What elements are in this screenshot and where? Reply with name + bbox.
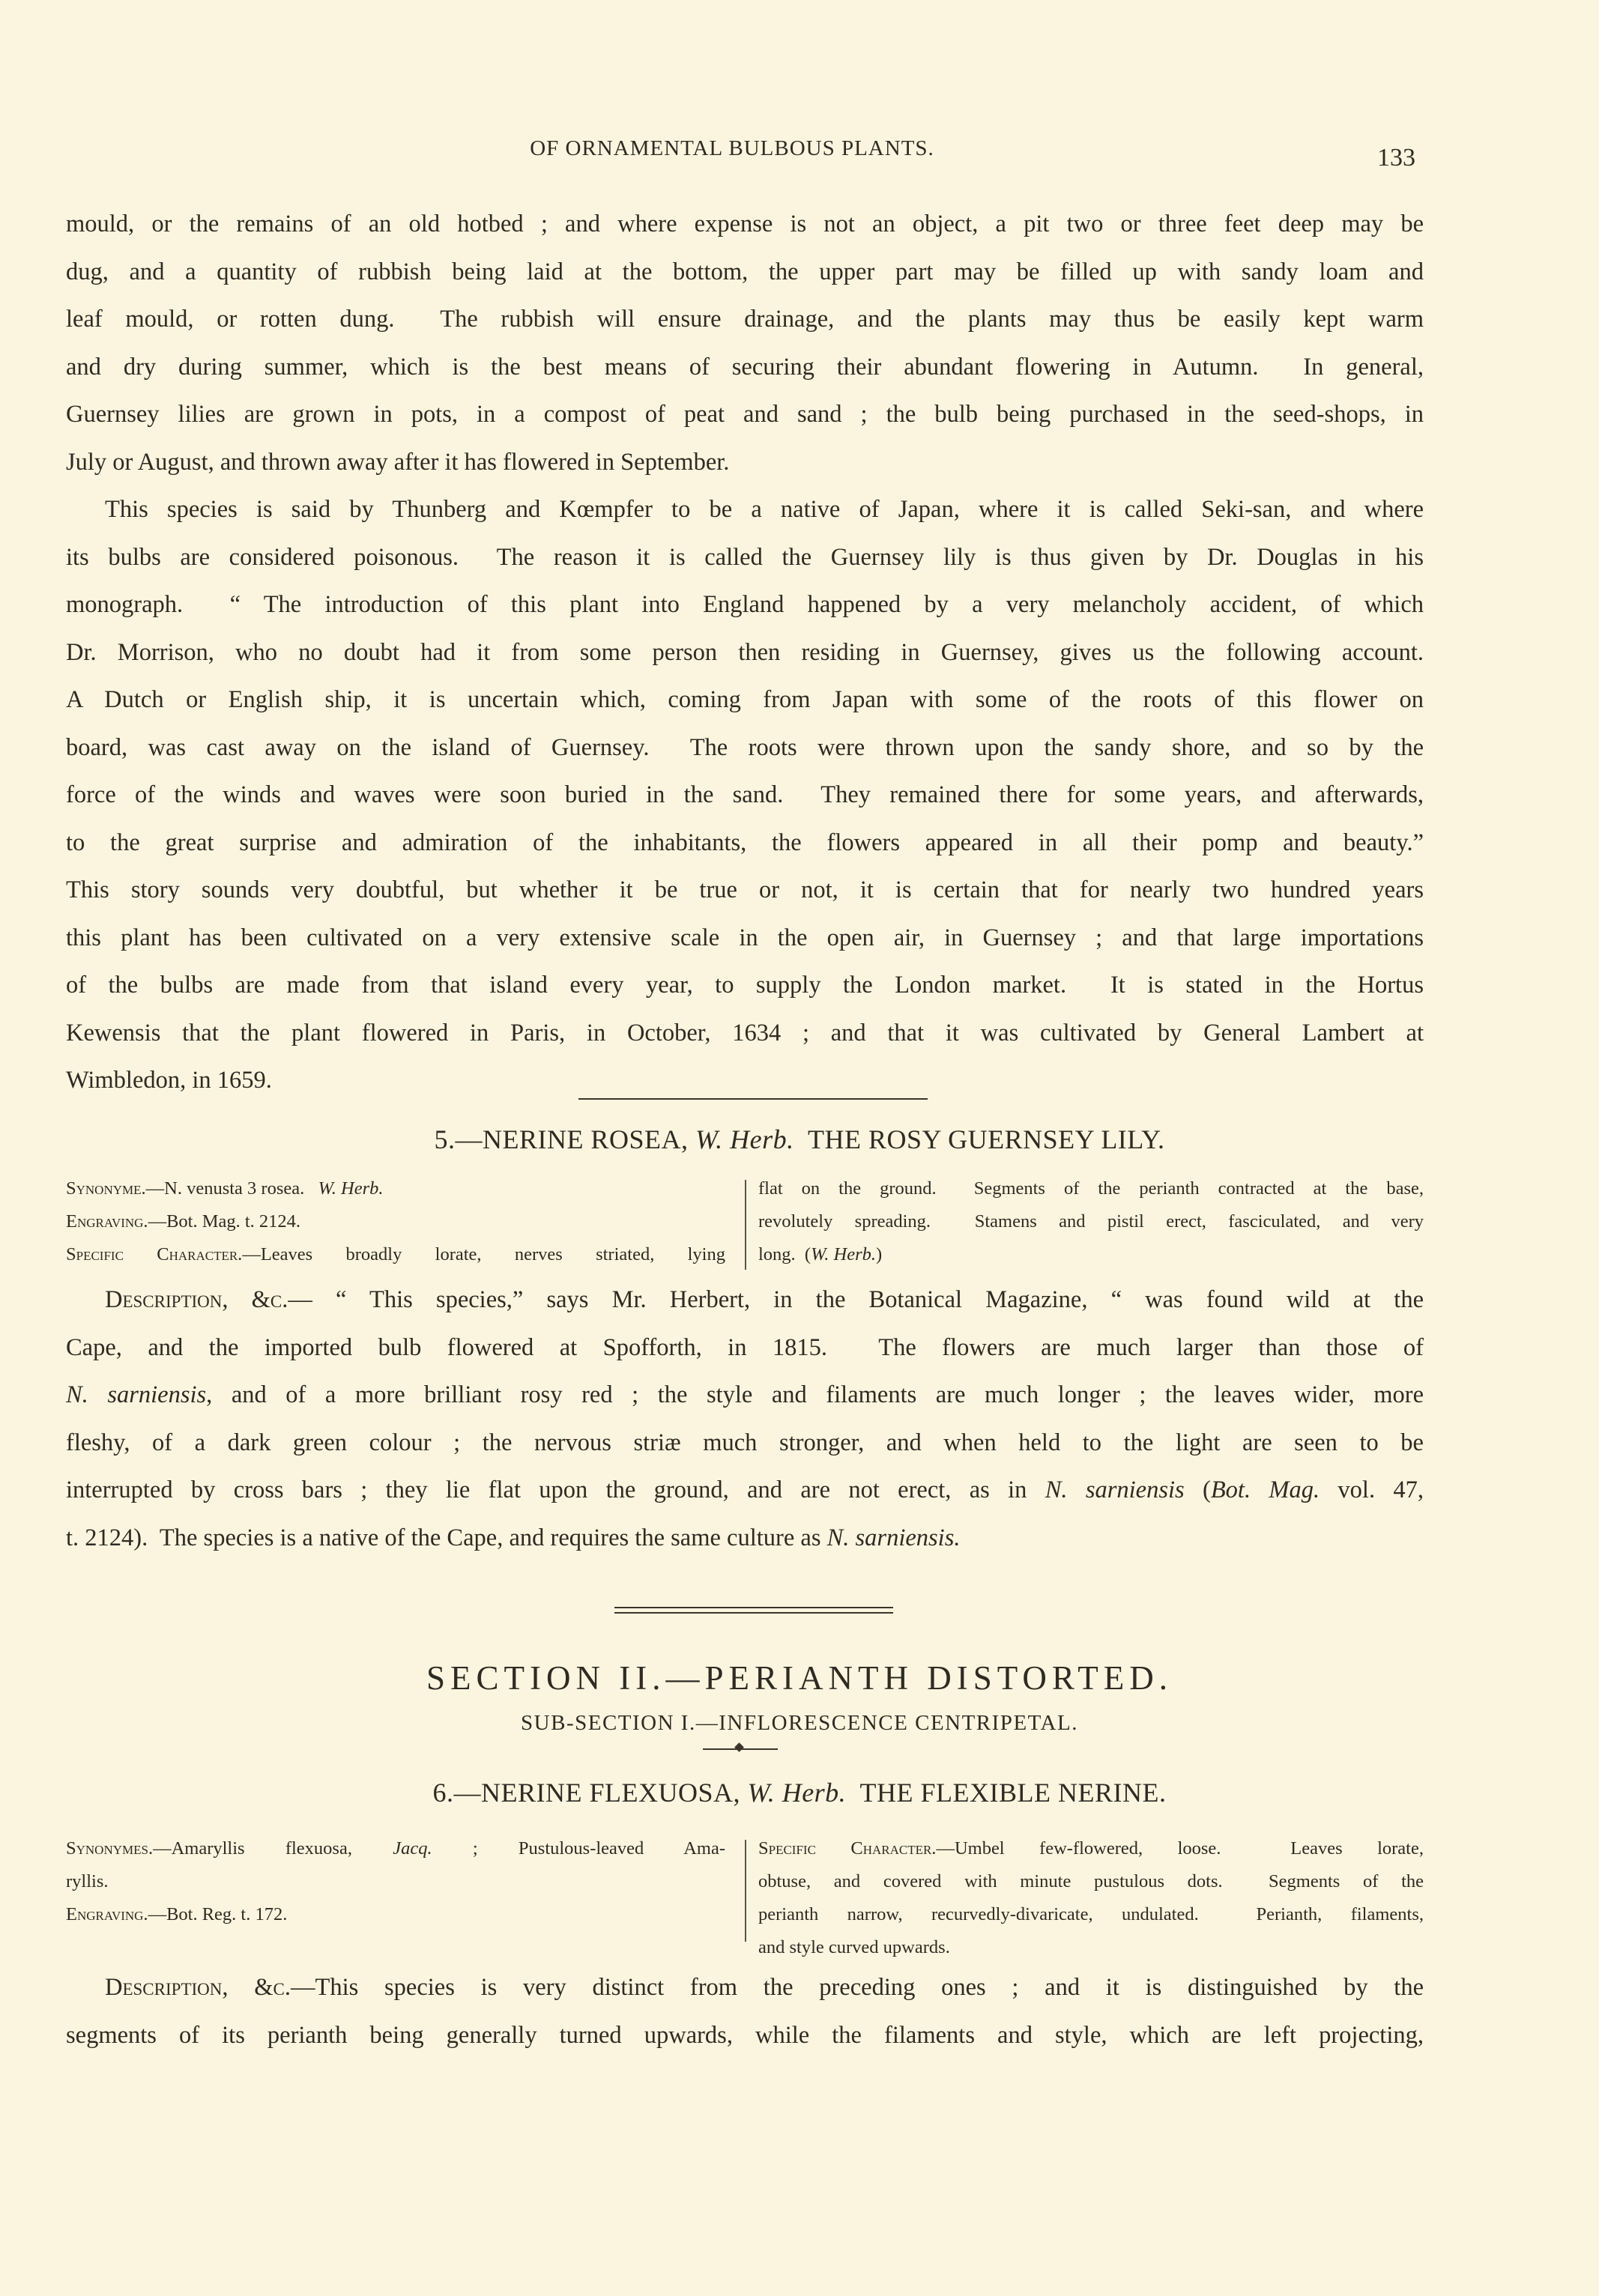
text-line (66, 772, 1424, 820)
small-caps-label: Specific Character. (758, 1838, 937, 1859)
text-line (66, 1964, 1424, 2012)
small-caps-label: Description, &c. (105, 1286, 288, 1313)
text-segment: July or August, and thrown away after it has flowered in September. (66, 448, 730, 476)
text-segment: and dry during summer, which is the best means of securing their abundant flowering in Autumn. In general, (66, 353, 1424, 381)
species-6-synonyms-left (66, 1832, 725, 1931)
italic-text: W. Herb. (811, 1244, 876, 1264)
text-segment: mould, or the remains of an old hotbed ; and where expense is not an object, a pit two or three feet deep may be (66, 210, 1424, 237)
text-line (66, 249, 1424, 297)
text-segment: Kewensis that the plant flowered in Paris, in October, 1634 ; and that it was cultivated by General Lambert at (66, 1019, 1424, 1046)
section-title: SECTION II.—PERIANTH DISTORTED. (426, 1659, 1173, 1697)
text-line (66, 867, 1424, 915)
text-line (66, 1057, 1424, 1105)
text-segment: dug, and a quantity of rubbish being laid at the bottom, the upper part may be filled up with sandy loam and (66, 258, 1424, 285)
text-line (66, 962, 1424, 1010)
small-caps-label: Synonymes. (66, 1838, 154, 1859)
running-head: OF ORNAMENTAL BULBOUS PLANTS. (530, 136, 934, 160)
text-segment: revolutely spreading. Stamens and pistil erect, fasciculated, and very (758, 1211, 1424, 1232)
text-line (66, 1515, 1424, 1563)
text-segment: monograph. “ The introduction of this plant into England happened by a very melancholy accident, of which (66, 591, 1424, 618)
text-line (66, 629, 1424, 677)
text-segment: interrupted by cross bars ; they lie flat upon the ground, and are not erect, as in (66, 1476, 1045, 1503)
text-segment: 6.—NERINE FLEXUOSA, (432, 1778, 748, 1808)
double-rule-bottom (614, 1612, 893, 1614)
text-segment: , and of a more brilliant rosy red ; the style and filaments are much longer ; the leaves wider, more (206, 1381, 1424, 1408)
text-segment: leaf mould, or rotten dung. The rubbish will ensure drainage, and the plants may thus be easily kept warm (66, 306, 1424, 333)
text-segment: flat on the ground. Segments of the perianth contracted at the base, (758, 1178, 1424, 1199)
text-line (66, 1865, 725, 1898)
text-segment: — “ This species,” says Mr. Herbert, in the Botanical Magazine, “ was found wild at the (288, 1286, 1424, 1313)
species-5-character-right (758, 1172, 1424, 1271)
small-caps-label: Specific Character. (66, 1244, 243, 1264)
text-segment: obtuse, and covered with minute pustulous dots. Segments of the (758, 1871, 1424, 1891)
section-divider-rule (578, 1098, 928, 1100)
text-line (66, 201, 1424, 249)
text-segment: —N. venusta 3 rosea. (145, 1178, 318, 1199)
italic-text: W. Herb. (695, 1124, 794, 1154)
text-line (66, 296, 1424, 344)
text-segment: board, was cast away on the island of Guernsey. The roots were thrown upon the sandy shore, and so by the (66, 733, 1424, 761)
italic-text: Bot. Mag. (1210, 1476, 1320, 1503)
text-segment: —Bot. Reg. t. 172. (148, 1904, 288, 1924)
text-segment: ) (875, 1244, 883, 1264)
text-segment: and style curved upwards. (758, 1937, 950, 1957)
small-caps-label: Description, &c. (105, 1974, 291, 2001)
subsection-title: SUB-SECTION I.—INFLORESCENCE CENTRIPETAL. (521, 1711, 1078, 1735)
text-line (758, 1205, 1424, 1238)
small-caps-label: Synonyme. (66, 1178, 146, 1199)
text-line (66, 1898, 725, 1931)
text-line (758, 1865, 1424, 1898)
text-line (66, 676, 1424, 724)
italic-text: Jacq. (393, 1838, 432, 1859)
text-segment: A Dutch or English ship, it is uncertain which, coming from Japan with some of the roots of this flower on (66, 686, 1424, 713)
column-divider (745, 1840, 746, 1942)
text-line (66, 1238, 725, 1271)
text-line (758, 1238, 1424, 1271)
italic-text: N. sarniensis. (826, 1524, 961, 1551)
text-segment: fleshy, of a dark green colour ; the nervous striæ much stronger, and when held to the light are seen to be (66, 1429, 1424, 1456)
text-segment: this plant has been cultivated on a very extensive scale in the open air, in Guernsey ; and that large importations (66, 924, 1424, 951)
text-line (758, 1172, 1424, 1205)
page-number: 133 (1377, 144, 1415, 172)
text-segment: ( (1184, 1476, 1211, 1503)
text-segment: ; Pustulous-leaved Ama- (432, 1838, 725, 1859)
text-segment: —Leaves broadly lorate, nerves striated, lying (242, 1244, 725, 1264)
text-line (758, 1832, 1424, 1865)
text-segment: of the bulbs are made from that island every year, to supply the London market. It is stated in the Hortus (66, 972, 1424, 999)
text-segment: Guernsey lilies are grown in pots, in a compost of peat and sand ; the bulb being purchased in the seed-shops, in (66, 401, 1424, 428)
text-segment: —Umbel few-flowered, loose. Leaves lorate, (936, 1838, 1424, 1859)
double-rule-top (614, 1607, 893, 1608)
italic-text: N. sarniensis (1045, 1476, 1185, 1503)
italic-text: W. Herb. (747, 1778, 847, 1808)
text-line (66, 915, 1424, 963)
text-segment: This species is said by Thunberg and Kœmpfer to be a native of Japan, where it is called Seki-san, and where (105, 496, 1424, 523)
text-segment: force of the winds and waves were soon buried in the sand. They remained there for some years, and afterwards, (66, 781, 1424, 808)
text-line (66, 1205, 725, 1238)
text-segment: 5.—NERINE ROSEA, (434, 1124, 695, 1154)
body-text-paragraphs (66, 201, 1424, 1105)
text-line (66, 344, 1424, 392)
ornament-diamond-icon (734, 1742, 744, 1752)
text-segment: to the great surprise and admiration of the inhabitants, the flowers appeared in all their pomp and beauty.” (66, 829, 1424, 856)
text-segment: segments of its perianth being generally turned upwards, while the filaments and style, which are left projecting, (66, 2021, 1424, 2049)
italic-text: N. sarniensis (66, 1381, 207, 1408)
text-line (66, 1172, 725, 1205)
text-segment: Dr. Morrison, who no doubt had it from some person then residing in Guernsey, gives us the following account. (66, 638, 1424, 666)
text-segment: vol. 47, (1320, 1476, 1424, 1503)
text-line (66, 1324, 1424, 1372)
small-caps-label: Engraving. (66, 1904, 148, 1924)
text-segment: —Bot. Mag. t. 2124. (148, 1211, 301, 1232)
species-6-description (66, 1964, 1424, 2059)
text-line (66, 1276, 1424, 1324)
text-line (66, 391, 1424, 439)
text-segment: This story sounds very doubtful, but whether it be true or not, it is certain that for nearly two hundred years (66, 876, 1424, 903)
text-line (66, 1832, 725, 1865)
text-segment: —Amaryllis flexuosa, (153, 1838, 393, 1859)
text-segment: ryllis. (66, 1871, 109, 1891)
text-segment: its bulbs are considered poisonous. The reason it is called the Guernsey lily is thus given by Dr. Douglas in his (66, 543, 1424, 571)
text-line (66, 820, 1424, 867)
small-caps-label: Engraving. (66, 1211, 148, 1232)
text-line (66, 724, 1424, 772)
text-segment: —This species is very distinct from the preceding ones ; and it is distinguished by the (290, 1974, 1424, 2001)
text-line (66, 2012, 1424, 2060)
species-5-synonyms-left (66, 1172, 725, 1271)
text-line (758, 1898, 1424, 1931)
species-6-heading (0, 1777, 1599, 1808)
species-5-description (66, 1276, 1424, 1562)
column-divider (745, 1180, 746, 1270)
text-segment: Cape, and the imported bulb flowered at Spofforth, in 1815. The flowers are much larger than those of (66, 1333, 1424, 1361)
text-line (66, 1010, 1424, 1058)
text-line (66, 534, 1424, 582)
text-segment: THE FLEXIBLE NERINE. (846, 1778, 1167, 1808)
text-line (66, 439, 1424, 487)
text-line (66, 1420, 1424, 1467)
text-segment: THE ROSY GUERNSEY LILY. (794, 1124, 1165, 1154)
text-segment: perianth narrow, recurvedly-divaricate, undulated. Perianth, filaments, (758, 1904, 1424, 1924)
species-6-character-right (758, 1832, 1424, 1964)
text-line (66, 1372, 1424, 1420)
species-5-heading (0, 1124, 1599, 1155)
text-line (758, 1931, 1424, 1964)
text-line (66, 486, 1424, 534)
italic-text: W. Herb. (318, 1178, 384, 1199)
text-segment: Wimbledon, in 1659. (66, 1067, 272, 1094)
text-line (66, 581, 1424, 629)
text-segment: long. ( (758, 1244, 811, 1264)
text-segment: t. 2124). The species is a native of the Cape, and requires the same culture as (66, 1524, 827, 1551)
text-line (66, 1467, 1424, 1515)
